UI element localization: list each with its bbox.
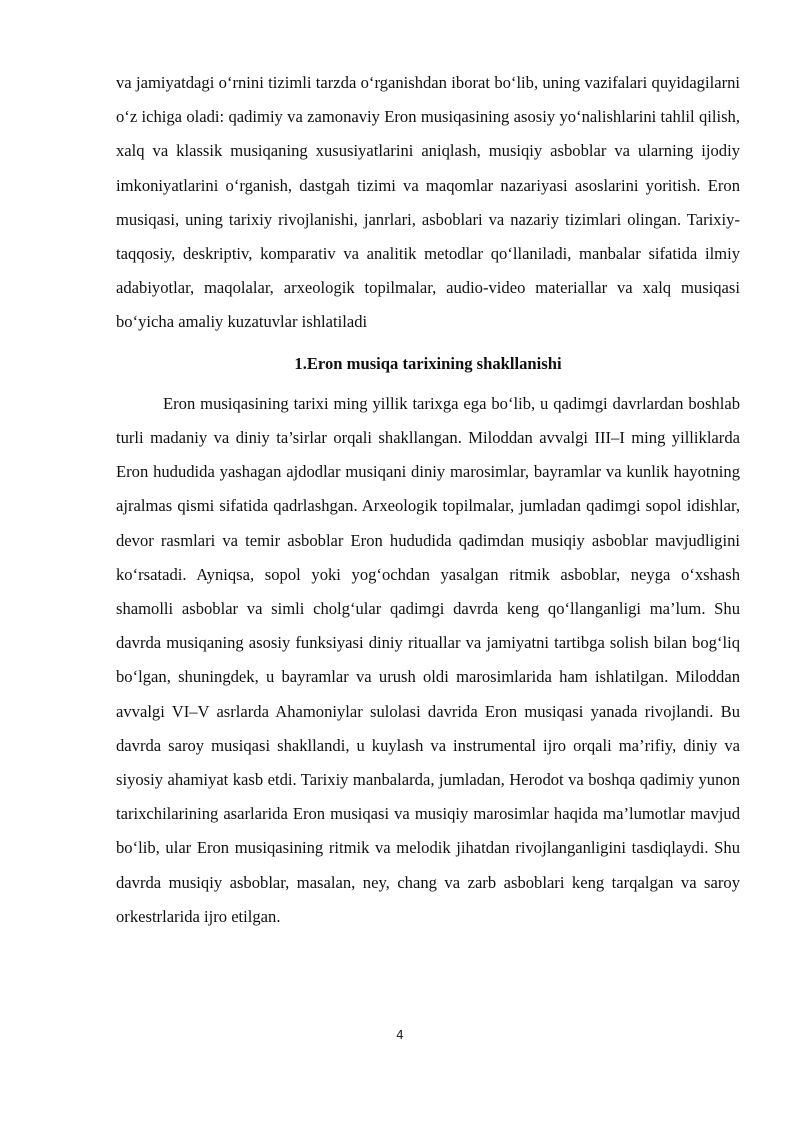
page-number: 4 [396,1028,404,1042]
page-body [116,66,740,934]
body-paragraph: va jamiyatdagi o‘rnini tizimli tarzda o‘rganishdan iborat bo‘lib, uning vazifalari quyidagilarni o‘z ichiga oladi: qadimiy va zamonaviy Eron musiqasining asosiy yo‘nalishlarini tahlil qilish, xalq va klassik musiqaning xususiyatlarini aniqlash, musiqiy asboblar va ularning ijodiy imkoniyatlarini o‘rganish, dastgah tizimi va maqomlar nazariyasi asoslarini yoritish. Eron musiqasi, uning tarixiy rivojlanishi, janrlari, asboblari va nazariy tizimlari olingan. Tarixiy-taqqosiy, deskriptiv, komparativ va analitik metodlar qo‘llaniladi, manbalar sifatida ilmiy adabiyotlar, maqolalar, arxeologik topilmalar, audio-video materiallar va xalq musiqasi bo‘yicha amaliy kuzatuvlar ishlatiladi [116,73,740,332]
section-heading: 1.Eron musiqa tarixining shakllanishi [294,353,562,373]
body-paragraph: Eron musiqasining tarixi ming yillik tarixga ega bo‘lib, u qadimgi davrlardan boshlab turli madaniy va diniy ta’sirlar orqali shakllangan. Miloddan avvalgi III–I ming yilliklarda Eron hududida yashagan ajdodlar musiqani diniy marosimlar, bayramlar va kunlik hayotning ajralmas qismi sifatida qadrlashgan. Arxeologik topilmalar, jumladan qadimgi sopol idishlar, devor rasmlari va temir asboblar Eron hududida qadimdan musiqiy asboblar mavjudligini ko‘rsatadi. Ayniqsa, sopol yoki yog‘ochdan yasalgan ritmik asboblar, neyga o‘xshash shamolli asboblar va simli cholg‘ular qadimgi davrda keng qo‘llanganligi ma’lum. Shu davrda musiqaning asosiy funksiyasi diniy rituallar va jamiyatni tartibga solish bilan bog‘liq bo‘lgan, shuningdek, u bayramlar va urush oldi marosimlarida ham ishlatilgan. Miloddan avvalgi VI–V asrlarda Ahamoniylar sulolasi davrida Eron musiqasi yanada rivojlandi. Bu davrda saroy musiqasi shakllandi, u kuylash va instrumental ijro orqali ma’rifiy, diniy va siyosiy ahamiyat kasb etdi. Tarixiy manbalarda, jumladan, Herodot va boshqa qadimiy yunon tarixchilarining asarlarida Eron musiqasi va musiqiy marosimlar haqida ma’lumotlar mavjud bo‘lib, ular Eron musiqasining ritmik va melodik jihatdan rivojlanganligini tasdiqlaydi. Shu davrda musiqiy asboblar, masalan, ney, chang va zarb asboblari keng tarqalgan va saroy orkestrlarida ijro etilgan. [116,393,740,926]
